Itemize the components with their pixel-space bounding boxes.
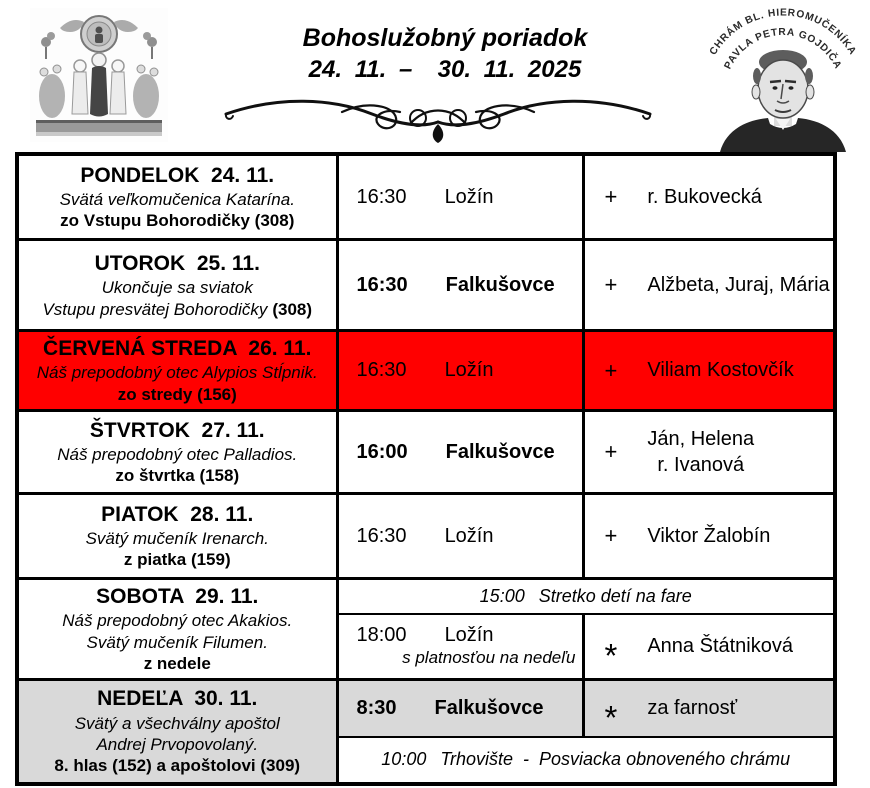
- feast-line: Svätá veľkomučenica Katarína.: [59, 189, 295, 209]
- table-row-wednesday-red: [17, 331, 835, 411]
- service-time: 16:30: [356, 273, 408, 296]
- time-place-cell: [337, 614, 583, 680]
- page-title: Bohoslužobný poriadok: [302, 24, 588, 52]
- flourish-drop: [433, 124, 444, 143]
- liturgy-note: zo Vstupu Bohorodičky (308): [60, 211, 295, 231]
- intention-cell: [583, 154, 835, 240]
- service-place: Ložín: [444, 359, 494, 381]
- feast-line: Svätý a všechválny apoštol: [74, 713, 280, 733]
- validity-note: s platnosťou na nedeľu: [402, 648, 576, 668]
- service-place: Ložín: [444, 524, 494, 547]
- day-title: ČERVENÁ STREDA 26. 11.: [43, 337, 312, 361]
- table-row-saturday: [17, 579, 835, 614]
- service-place: Ložín: [444, 185, 494, 208]
- intention-cell: [583, 240, 835, 331]
- feast-line: Svätý mučeník Irenarch.: [85, 528, 269, 548]
- intention-name: Viktor Žalobín: [647, 524, 771, 547]
- day-title: PONDELOK 24. 11.: [80, 163, 275, 187]
- event-text: Trhovište - Posviacka obnoveného chrámu: [440, 749, 791, 770]
- day-title: UTOROK 25. 11.: [94, 252, 260, 276]
- feast-text: Vstupu presvätej Bohorodičky: [42, 299, 268, 319]
- service-place: Falkušovce: [445, 440, 555, 463]
- liturgy-note: 8. hlas (152) a apoštolovi (309): [54, 756, 301, 776]
- day-cell: [17, 331, 337, 411]
- liturgy-note: z piatka (159): [123, 550, 231, 570]
- liturgy-note: z nedele: [143, 653, 211, 673]
- table-row-thursday: [17, 411, 835, 494]
- service-place: Falkušovce: [445, 273, 555, 296]
- service-time: 18:00: [356, 624, 407, 647]
- feast-line: Ukončuje sa sviatok: [101, 278, 253, 298]
- feast-line: Andrej Prvopovolaný.: [96, 734, 259, 754]
- time-place-cell: [337, 331, 583, 411]
- date-range: 24. 11. – 30. 11. 2025: [308, 55, 582, 83]
- feast-line: [21, 299, 334, 320]
- intention-cell: [583, 411, 835, 494]
- service-time: 16:00: [356, 440, 408, 463]
- table-row-friday: [17, 494, 835, 579]
- plus-symbol: +: [604, 272, 618, 297]
- day-title: SOBOTA 29. 11.: [96, 585, 259, 608]
- intention-cell: [583, 494, 835, 579]
- plus-symbol: +: [604, 357, 618, 383]
- day-cell: [17, 411, 337, 494]
- day-title: ŠTVRTOK 27. 11.: [89, 418, 265, 442]
- stamp-portrait: [720, 50, 846, 152]
- feast-line: Náš prepodobný otec Akakios.: [62, 611, 293, 631]
- event-time: 10:00: [381, 749, 427, 770]
- table-row-monday: [17, 154, 835, 240]
- event-cell: [337, 737, 835, 784]
- service-time: 16:30: [356, 524, 407, 547]
- intention-name: Alžbeta, Juraj, Mária: [647, 273, 830, 296]
- intention-name: Viliam Kostovčík: [647, 359, 794, 381]
- intention-name-2: r. Ivanová: [657, 454, 745, 476]
- day-cell: [17, 154, 337, 240]
- time-place-cell: [337, 154, 583, 240]
- service-place: Falkušovce: [434, 696, 544, 719]
- intention-name: Ján, Helena: [647, 428, 755, 450]
- time-place-cell: [337, 411, 583, 494]
- intention-cell: [583, 331, 835, 411]
- intention-name: r. Bukovecká: [647, 185, 762, 208]
- day-cell: [17, 240, 337, 331]
- service-place: Ložín: [444, 624, 494, 647]
- feast-line: Náš prepodobný otec Alypios Stĺpnik.: [36, 363, 318, 383]
- parish-stamp: [698, 2, 868, 152]
- event-time: 15:00: [479, 585, 525, 606]
- intention-cell: * Anna Štátniková: [583, 614, 835, 680]
- service-time: 16:30: [356, 359, 407, 381]
- feast-line: Náš prepodobný otec Palladios.: [57, 444, 298, 464]
- header: [175, 24, 715, 84]
- stamp-arc-text-2: PAVLA PETRA GOJDIČA: [722, 26, 844, 72]
- liturgy-note: (308): [272, 299, 313, 319]
- intention-cell: * za farnosť: [583, 679, 835, 737]
- schedule-table: [15, 152, 837, 786]
- feast-line: Svätý mučeník Filumen.: [86, 632, 268, 652]
- table-row-sunday: [17, 679, 835, 737]
- plus-symbol: +: [604, 184, 618, 209]
- plus-symbol: +: [604, 439, 618, 464]
- day-cell: [17, 579, 337, 680]
- service-time: 16:30: [356, 185, 407, 208]
- flourish-divider-icon: [222, 92, 654, 144]
- stamp-arc-text-1: CHRÁM BL. HIEROMUČENÍKA: [707, 7, 859, 58]
- time-place-cell: [337, 494, 583, 579]
- religious-icon-image: [30, 8, 168, 142]
- day-cell: [17, 679, 337, 784]
- table-row-tuesday: [17, 240, 835, 331]
- day-cell: [17, 494, 337, 579]
- day-title: PIATOK 28. 11.: [101, 502, 254, 526]
- liturgy-note: zo štvrtka (158): [115, 466, 240, 486]
- time-place-cell: [337, 679, 583, 737]
- time-place-cell: [337, 240, 583, 331]
- service-time: 8:30: [356, 696, 397, 719]
- plus-symbol: +: [604, 523, 618, 548]
- intention-name: za farnosť: [647, 696, 738, 719]
- event-text: Stretko detí na fare: [538, 585, 692, 606]
- liturgy-note: zo stredy (156): [117, 384, 237, 404]
- intention-name: Anna Štátniková: [647, 634, 793, 657]
- day-title: NEDEĽA 30. 11.: [97, 687, 258, 711]
- event-cell: [337, 579, 835, 614]
